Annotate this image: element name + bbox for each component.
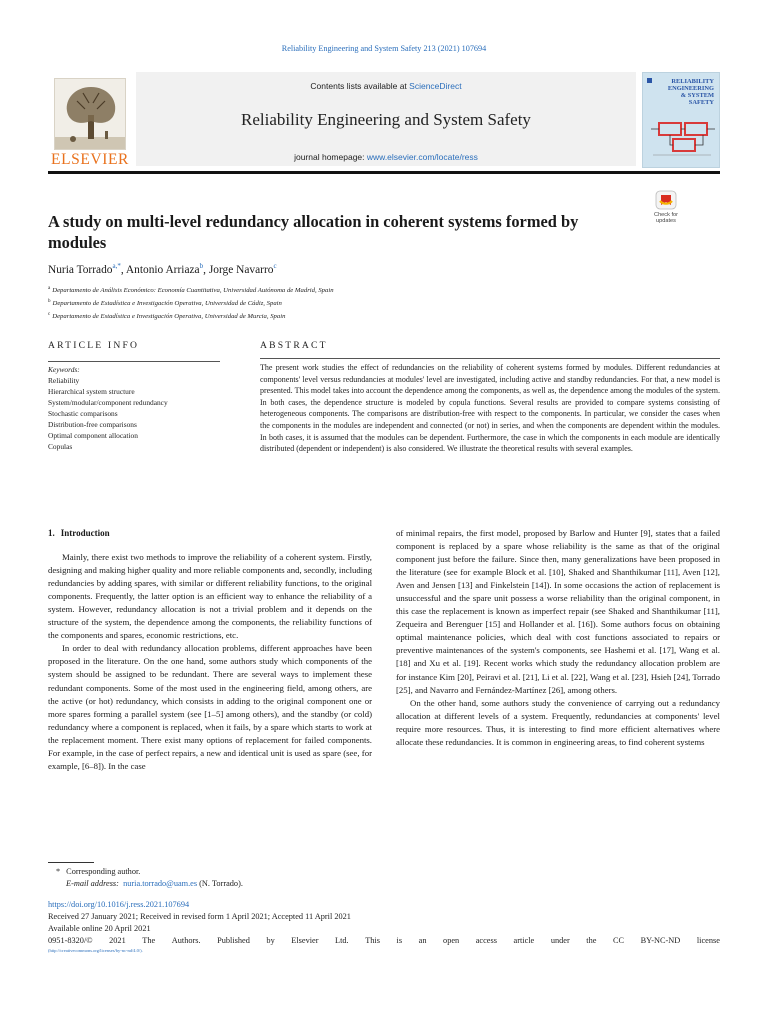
keyword: Optimal component allocation: [48, 431, 138, 440]
abstract-heading: ABSTRACT: [260, 340, 328, 351]
body-paragraph: of minimal repairs, the first model, proposed by Barlow and Hunter [9], states that a failed component is replaced by a spare whose reliability is the same as that of the original component just before the failure. Since then, many generalizations have been proposed in the literature (see for example Block et al. [10], Shaked and Shanthikumar [11], Aven [12], Aven and Jensen [13] and Finkelstein [14]). In some occasions the action of replacement is unsuccessful and the spare unit possess a worse reliability than the original component, in this case the replacement is known as imperfect repair (see Shaked and Shanthikumar [11], Zequeira and Berenguer [15] and Hollander et al. [16]). Some authors focus on obtaining optimal maintenance policies, which deal with cost functions associated to repairs or preventive maintenances of the system's components, see Hashemi et al. [17], Wang et al. [18] and Xu et al. [19]. Recent works which study the redundancy allocation problem are for instance Kim [20], Peiravi et al. [21], Li et al. [22], Wang et al. [23], Hsieh [24], Torrado [25], and Navarro and Fernández-Martínez [26], among others.: [396, 528, 720, 695]
keyword: Copulas: [48, 442, 73, 451]
email-label: E-mail address:: [66, 879, 119, 888]
license-word: The: [142, 936, 156, 945]
contents-prefix: Contents lists available at: [310, 81, 410, 91]
affiliation: [48, 309, 334, 322]
license-word: 2021: [109, 936, 126, 945]
online-date: Available online 20 April 2021: [48, 924, 151, 933]
keyword: Reliability: [48, 376, 80, 385]
email-link[interactable]: nuria.torrado@uam.es: [123, 879, 198, 888]
license-word: an: [418, 936, 427, 945]
author-separator: ,: [203, 264, 209, 276]
email-suffix: (N. Torrado).: [199, 879, 243, 888]
section-number: 1.: [48, 528, 55, 538]
article-info-rule: [48, 361, 220, 362]
contents-line: [136, 81, 636, 91]
footnote-rule: [48, 862, 94, 863]
body-paragraph: Mainly, there exist two methods to improve the reliability of a coherent system. Firstly, designing and making higher quality and more reliable components and, secondly, including redundancies by adding spares, with similar or different reliability functions, to the original components. Frequently, the latter option is an efficient way to enhance the reliability of a system. However, redundancy allocation is not a trivial problem and it depends on the structure of the system, the dependence among the components, the reliability functions of the components and spares, economic restrictions, etc.: [48, 552, 372, 641]
license-url[interactable]: (http://creativecommons.org/licenses/by-nc-nd/4.0/).: [48, 948, 143, 953]
license-word: Published: [217, 936, 250, 945]
cover-title-line: SAFETY: [688, 99, 714, 106]
article-info-heading: ARTICLE INFO: [48, 340, 140, 351]
cover-diagram-icon: [643, 73, 720, 168]
tree-icon: [54, 78, 126, 150]
affiliation-text: Departamento de Estadística e Investigación Operativa, Universidad de Murcia, Spain: [52, 313, 286, 321]
license-word: the: [586, 936, 597, 945]
publisher-wordmark: ELSEVIER: [51, 151, 129, 168]
publisher-logo[interactable]: [48, 72, 130, 168]
keyword: System/modular/component redundancy: [48, 398, 168, 407]
corresponding-text: Corresponding author.: [66, 867, 141, 876]
masthead: [48, 72, 720, 176]
license-word: access: [475, 936, 497, 945]
article-history: Received 27 January 2021; Received in revised form 1 April 2021; Accepted 11 April 2021: [48, 912, 351, 921]
keyword: Stochastic comparisons: [48, 409, 118, 418]
author-marks[interactable]: b: [199, 262, 204, 270]
keyword: Hierarchical system structure: [48, 387, 135, 396]
license-word: article: [513, 936, 535, 945]
license-word: Authors.: [171, 936, 201, 945]
body-column-left: [48, 527, 372, 773]
author-separator: ,: [120, 264, 126, 276]
running-head[interactable]: Reliability Engineering and System Safety 213 (2021) 107694: [281, 44, 487, 53]
homepage-line: [136, 152, 636, 162]
journal-band: [136, 72, 636, 166]
homepage-link[interactable]: www.elsevier.com/locate/ress: [366, 152, 478, 162]
affiliations: [48, 283, 334, 323]
body-column-right: [396, 527, 720, 749]
cover-title-line: ENGINEERING: [667, 85, 714, 92]
license-word: Ltd.: [335, 936, 349, 945]
email-note: [48, 878, 243, 890]
license-word: is: [396, 936, 403, 945]
masthead-rule: [48, 171, 720, 174]
article-title: A study on multi-level redundancy allocation in coherent systems formed by modules: [48, 212, 579, 252]
author-marks[interactable]: c: [273, 262, 277, 270]
front-matter: [48, 899, 720, 955]
license-word: under: [550, 936, 570, 945]
keywords-list: [48, 364, 228, 452]
author-list: [48, 262, 277, 276]
license-word: 0951-8320/©: [48, 936, 93, 945]
license-word: license: [696, 936, 720, 945]
affiliation-text: Departamento de Estadística e Investigación Operativa, Universidad de Cádiz, Spain: [52, 300, 282, 308]
corresponding-author-note: [48, 866, 243, 878]
body-paragraph: On the other hand, some authors study the convenience of carrying out a redundancy allocation at different levels of a system. Frequently, redundancies at components' level require more resources. Thus, it is interesting to find more efficient alternatives where allocate these redundancies. It is common in engineering areas, to find coherent systems: [396, 697, 720, 747]
license-word: CC: [612, 936, 625, 945]
section-title: Introduction: [60, 528, 110, 538]
section-heading: [48, 527, 372, 540]
affiliation-mark: a: [48, 286, 51, 291]
license-word: Elsevier: [291, 936, 319, 945]
footnotes: [48, 866, 243, 890]
cover-title-line: & SYSTEM: [680, 92, 714, 99]
abstract-rule: [260, 358, 720, 359]
body-paragraph: In order to deal with redundancy allocation problems, different approaches have been proposed in the literature. On the one hand, some authors study which components of the system should be assigned to be redundant. There are several ways to implement these redundant components. Some of the most used in the engineering field, among others, are the active (or hot) redundancy, which consists in adding to the original component one or more spares forming a parallel system (see [1–5] among others), and the standby (or cold) redundancy where a component is replaced, when it fails, by a spare which starts to work at the replacement moment. There exist many options of replacement for failed components. For example, in the case of perfect repairs, a new and identical unit is used as spare (see, for example, [6–8]). In the case: [48, 643, 372, 771]
keyword: Distribution-free comparisons: [48, 420, 137, 429]
license-word: BY-NC-ND: [640, 936, 681, 945]
abstract-text: The present work studies the effect of redundancies on the reliability of coherent systems formed by modules. Different redundancies at components' level versus redundancies at modules' level are investigated, including active and standby redundancies. For that, a new model is presented. This model takes into account the dependence among the components, as well as, the dependence among the modules of the system. In both cases, the dependence structure is modeled by copula functions. Several results are provided to compare systems consisting of heterogeneous components. The comparisons are distribution-free with respect to the components. In particular, we consider the cases when the components in the modules are independent and connected (or not) in series, and when the components are dependent within the modules. In both cases, it is assumed that the modules can be dependent. Furthermore, the case in which the components in each module are identically distributed (dependent or independent) is also considered. We illustrate the theoretical results with several examples.: [260, 363, 720, 454]
affiliation-mark: c: [48, 312, 51, 318]
author-name[interactable]: Nuria Torrado: [48, 264, 113, 276]
check-for-updates-icon[interactable]: [652, 189, 680, 231]
check-for-updates-label[interactable]: Check for updates: [654, 212, 678, 224]
license-word: open: [443, 936, 460, 945]
cover-title-line: RELIABILITY: [671, 78, 714, 85]
sciencedirect-link[interactable]: ScienceDirect: [409, 81, 462, 91]
journal-name: Reliability Engineering and System Safety: [241, 110, 531, 129]
license-word: This: [365, 936, 380, 945]
affiliation: [48, 296, 334, 309]
keywords-heading: Keywords:: [48, 365, 80, 374]
homepage-prefix: journal homepage:: [294, 152, 367, 162]
affiliation: [48, 283, 334, 296]
license-word: by: [266, 936, 275, 945]
author-name[interactable]: Jorge Navarro: [208, 264, 274, 276]
corresponding-mark: *: [56, 867, 61, 876]
license-line: [48, 935, 720, 947]
affiliation-mark: b: [48, 299, 51, 305]
journal-cover[interactable]: [642, 72, 720, 168]
author-name[interactable]: Antonio Arriaza: [125, 264, 200, 276]
affiliation-text: Departamento de Análisis Económico: Economía Cuantitativa, Universidad Autónoma de Madrid, Spain: [52, 287, 334, 294]
doi-link[interactable]: https://doi.org/10.1016/j.ress.2021.107694: [48, 900, 190, 909]
author-marks[interactable]: a,*: [112, 262, 121, 270]
